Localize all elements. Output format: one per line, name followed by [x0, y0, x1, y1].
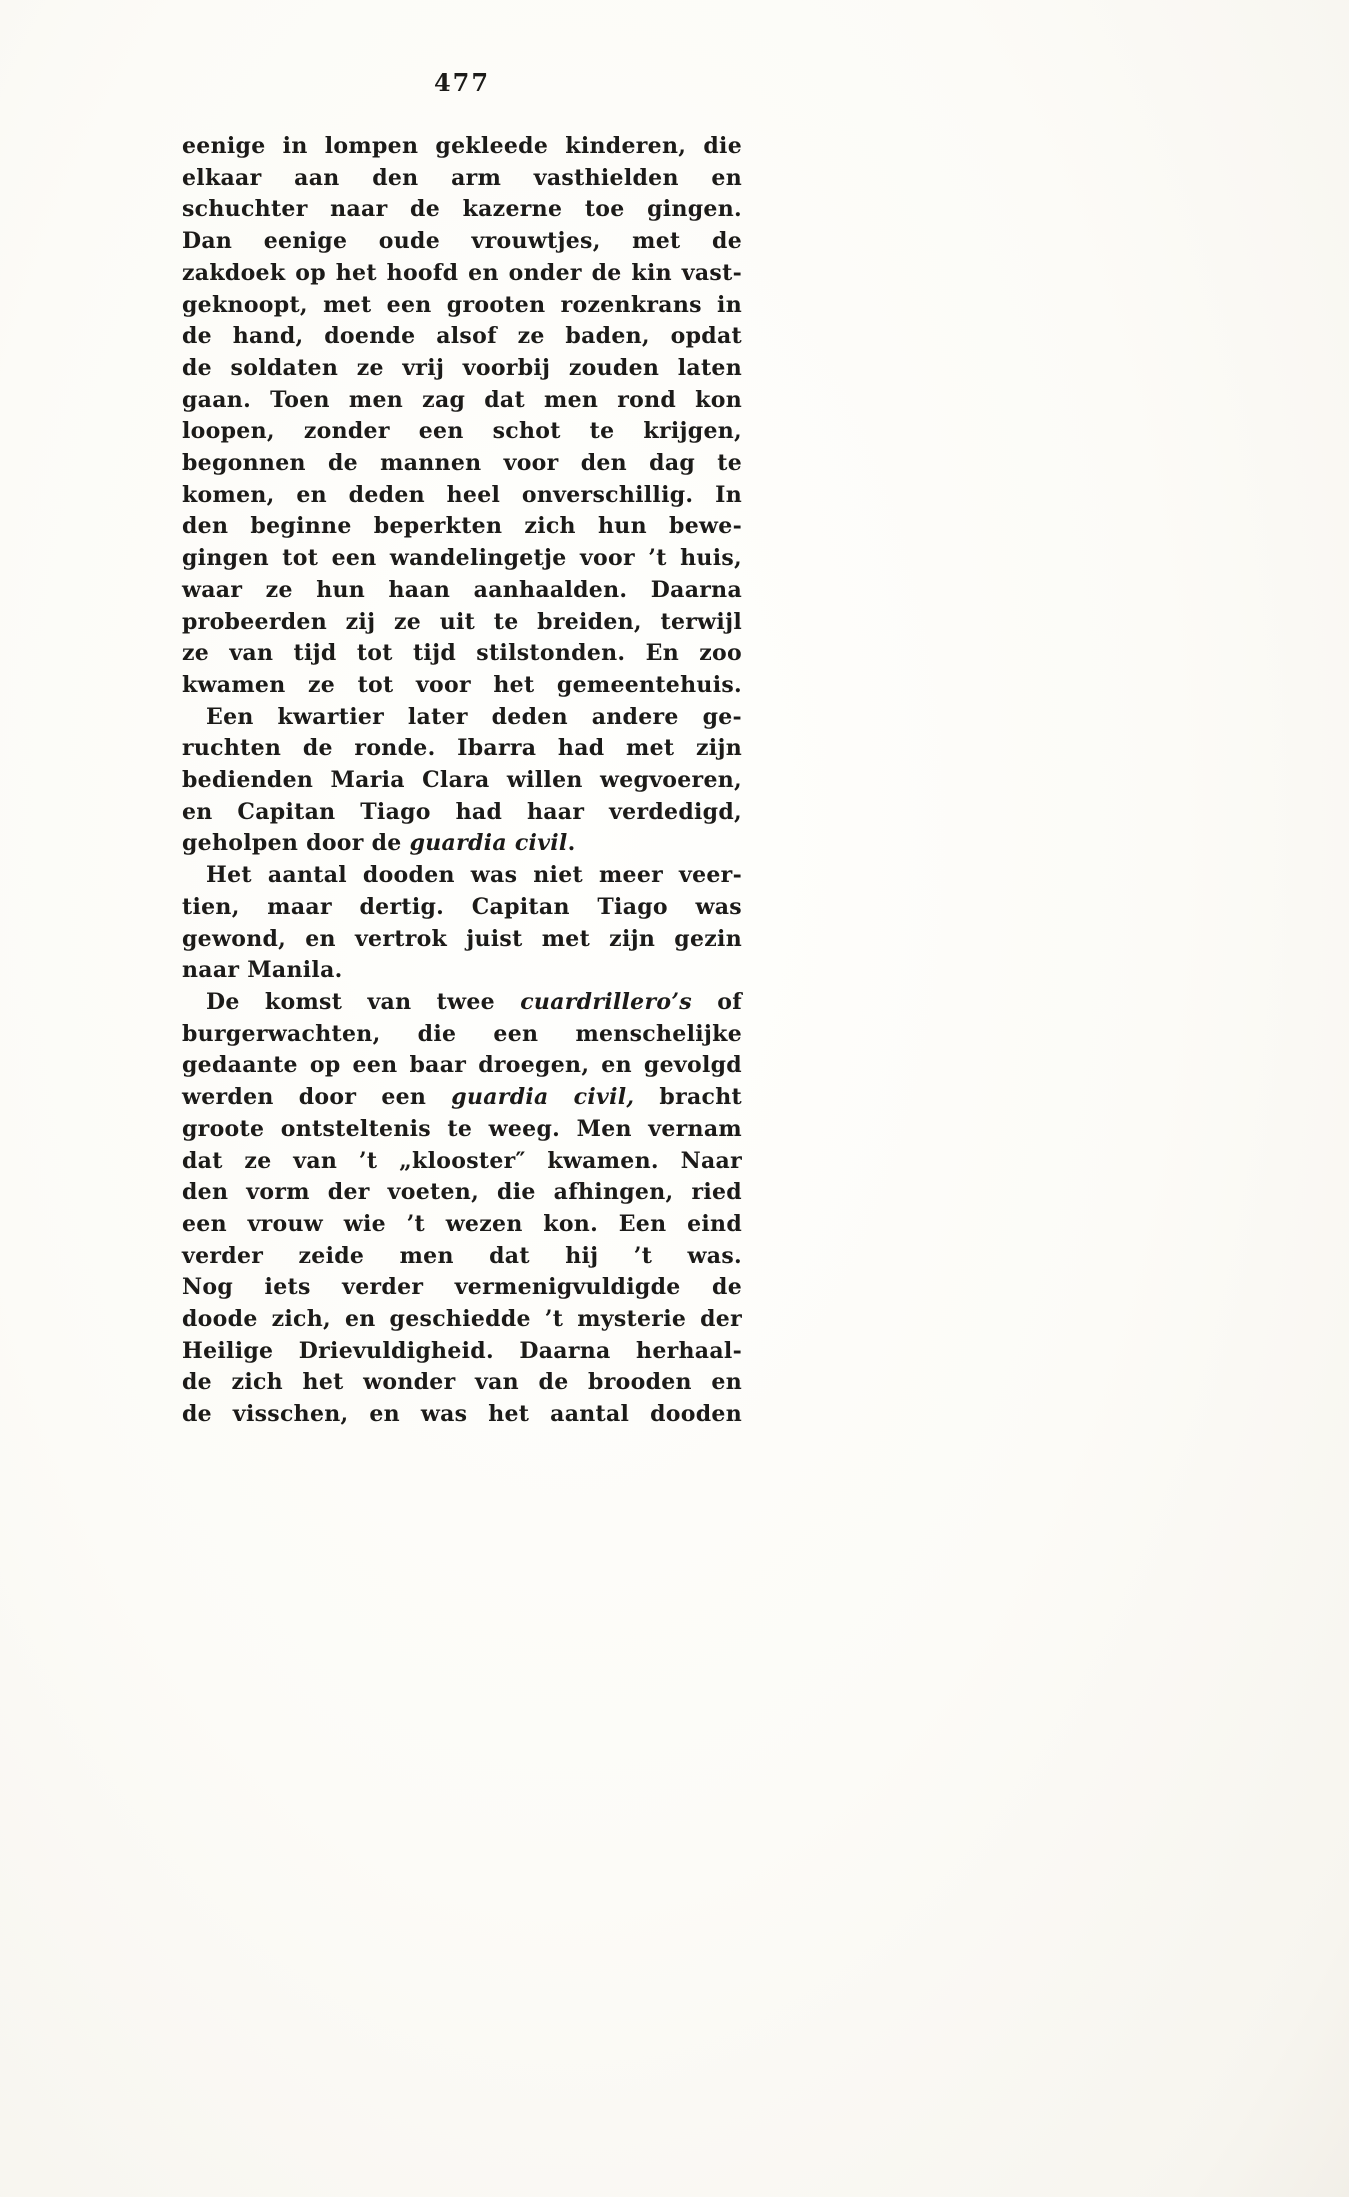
text-segment: gaan. Toen men zag dat men rond kon [182, 386, 742, 413]
text-segment: kwamen ze tot voor het gemeentehuis. [182, 671, 742, 698]
text-segment: den vorm der voeten, die afhingen, ried [182, 1179, 742, 1206]
text-segment: groote ontsteltenis te weeg. Men vernam [182, 1115, 742, 1142]
text-segment: begonnen de mannen voor den dag te [182, 450, 742, 477]
text-line [182, 607, 742, 639]
text-line [182, 1241, 742, 1273]
text-line [182, 860, 742, 892]
text-segment: bracht [634, 1084, 742, 1111]
text-line [182, 194, 742, 226]
text-line [182, 702, 742, 734]
text-line [182, 1336, 742, 1368]
text-line [182, 1209, 742, 1241]
text-line [182, 1019, 742, 1051]
text-line [182, 733, 742, 765]
text-segment: de soldaten ze vrij voorbij zouden laten [182, 354, 742, 381]
text-segment: zakdoek op het hoofd en onder de kin vast- [182, 259, 742, 286]
italic-text: guardia civil [409, 830, 568, 857]
text-segment: waar ze hun haan aanhaalden. Daarna [182, 576, 742, 603]
text-line [182, 226, 742, 258]
text-segment: De komst van twee [206, 988, 521, 1015]
text-segment: een vrouw wie ’t wezen kon. Een eind [182, 1210, 742, 1237]
text-line [182, 797, 742, 829]
text-segment: ruchten de ronde. Ibarra had met zijn [182, 735, 742, 762]
text-line [182, 924, 742, 956]
text-line [182, 163, 742, 195]
text-line [182, 290, 742, 322]
text-line [182, 1114, 742, 1146]
text-segment: Dan eenige oude vrouwtjes, met de [182, 228, 742, 255]
text-segment: werden door een [182, 1084, 452, 1111]
text-segment: Nog iets verder vermenigvuldigde de [182, 1274, 742, 1301]
text-line [182, 543, 742, 575]
text-segment: Heilige Drievuldigheid. Daarna herhaal- [182, 1337, 742, 1364]
text-segment: gewond, en vertrok juist met zijn gezin [182, 925, 742, 952]
text-line [182, 131, 742, 163]
text-segment: en Capitan Tiago had haar verdedigd, [182, 798, 742, 825]
text-line [182, 353, 742, 385]
text-segment: burgerwachten, die een menschelijke [182, 1020, 742, 1047]
text-segment: probeerden zij ze uit te breiden, terwijl [182, 608, 742, 635]
text-line [182, 1367, 742, 1399]
text-line [182, 1146, 742, 1178]
text-line [182, 765, 742, 797]
text-segment: elkaar aan den arm vasthielden en [182, 164, 742, 191]
text-segment: dat ze van ’t „klooster″ kwamen. Naar [182, 1147, 742, 1174]
text-segment: doode zich, en geschiedde ’t mysterie der [182, 1306, 742, 1333]
text-segment: geholpen door de [182, 830, 410, 857]
text-segment: bedienden Maria Clara willen wegvoeren, [182, 767, 742, 794]
text-line [182, 955, 742, 987]
text-line [182, 416, 742, 448]
text-segment: de hand, doende alsof ze baden, opdat [182, 323, 742, 350]
text-segment: de zich het wonder van de brooden en [182, 1369, 742, 1396]
text-segment: ze van tijd tot tijd stilstonden. En zoo [182, 640, 742, 667]
text-line [182, 828, 742, 860]
text-line [182, 575, 742, 607]
text-segment: tien, maar dertig. Capitan Tiago was [182, 893, 742, 920]
text-segment: Het aantal dooden was niet meer veer- [206, 862, 742, 889]
page-number: 477 [433, 68, 491, 97]
text-line [182, 1399, 742, 1431]
text-line [182, 670, 742, 702]
italic-text: cuardrillero’s [520, 988, 692, 1015]
text-line [182, 1272, 742, 1304]
text-line [182, 448, 742, 480]
text-segment: de visschen, en was het aantal dooden [182, 1401, 742, 1428]
text-segment: komen, en deden heel onverschillig. In [182, 481, 742, 508]
text-line [182, 1050, 742, 1082]
text-segment: den beginne beperkten zich hun bewe- [182, 513, 742, 540]
text-line [182, 892, 742, 924]
text-segment: gedaante op een baar droegen, en gevolgd [182, 1052, 742, 1079]
text-line [182, 321, 742, 353]
text-segment: of [692, 988, 742, 1015]
text-segment: . [567, 830, 576, 857]
text-segment: verder zeide men dat hij ’t was. [182, 1242, 742, 1269]
text-line [182, 1304, 742, 1336]
text-segment: eenige in lompen gekleede kinderen, die [182, 133, 742, 159]
text-line [182, 638, 742, 670]
text-segment: gingen tot een wandelingetje voor ’t huis, [182, 545, 742, 572]
text-line [182, 511, 742, 543]
text-segment: loopen, zonder een schot te krijgen, [182, 418, 742, 445]
text-segment: Een kwartier later deden andere ge- [206, 703, 742, 730]
text-segment: schuchter naar de kazerne toe gingen. [182, 196, 742, 223]
text-line [182, 1082, 742, 1114]
text-line [182, 258, 742, 290]
text-block [182, 131, 742, 1431]
italic-text: guardia civil, [451, 1084, 635, 1111]
text-line [182, 1177, 742, 1209]
text-line [182, 480, 742, 512]
text-segment: geknoopt, met een grooten rozenkrans in [182, 291, 742, 318]
text-line [182, 987, 742, 1019]
text-segment: naar Manila. [182, 957, 343, 984]
text-line [182, 385, 742, 417]
